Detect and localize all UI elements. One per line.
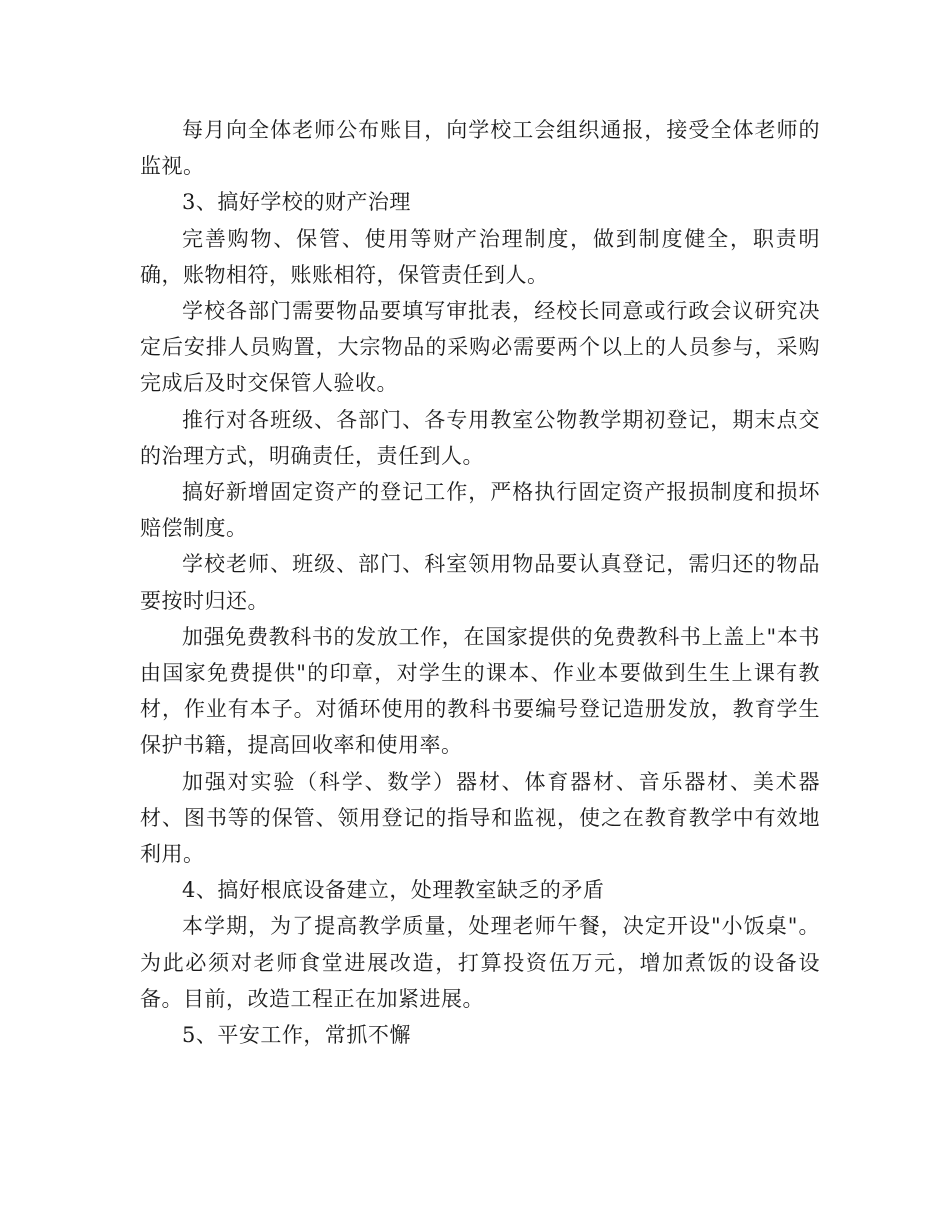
paragraph-inventory-registration: 推行对各班级、各部门、各专用教室公物教学期初登记，期末点交的治理方式，明确责任，责任到人。 bbox=[140, 407, 820, 468]
paragraph-free-textbooks: 加强免费教科书的发放工作，在国家提供的免费教科书上盖上"本书由国家免费提供"的印章，对学生的课本、作业本要做到生生上课有教材，作业有本子。对循环使用的教科书要编号登记造册发放，教育学生保护书籍，提高回收率和使用率。 bbox=[140, 624, 820, 758]
document-body bbox=[140, 112, 820, 1053]
paragraph-item-borrowing: 学校老师、班级、部门、科室领用物品要认真登记，需归还的物品要按时归还。 bbox=[140, 552, 820, 613]
paragraph-equipment-supervision: 加强对实验（科学、数学）器材、体育器材、音乐器材、美术器材、图书等的保管、领用登记的指导和监视，使之在教育教学中有效地利用。 bbox=[140, 769, 820, 867]
paragraph-purchase-approval: 学校各部门需要物品要填写审批表，经校长同意或行政会议研究决定后安排人员购置，大宗物品的采购必需要两个以上的人员参与，采购完成后及时交保管人验收。 bbox=[140, 299, 820, 396]
heading-safety-work: 5、平安工作，常抓不懈 bbox=[182, 1023, 411, 1048]
heading-facilities: 4、搞好根底设备建立，处理教室缺乏的矛盾 bbox=[182, 878, 605, 903]
paragraph-canteen-renovation: 本学期，为了提高教学质量，处理老师午餐，决定开设"小饭桌"。为此必须对老师食堂进展改造，打算投资伍万元，增加煮饭的设备设备。目前，改造工程正在加紧进展。 bbox=[140, 914, 820, 1011]
paragraph-fixed-assets: 搞好新增固定资产的登记工作，严格执行固定资产报损制度和损坏赔偿制度。 bbox=[140, 480, 820, 541]
heading-property-management: 3、搞好学校的财产治理 bbox=[182, 190, 411, 215]
paragraph-account-disclosure: 每月向全体老师公布账目，向学校工会组织通报，接受全体老师的监视。 bbox=[140, 118, 820, 179]
paragraph-property-rules: 完善购物、保管、使用等财产治理制度，做到制度健全，职责明确，账物相符，账账相符，保管责任到人。 bbox=[140, 226, 820, 287]
